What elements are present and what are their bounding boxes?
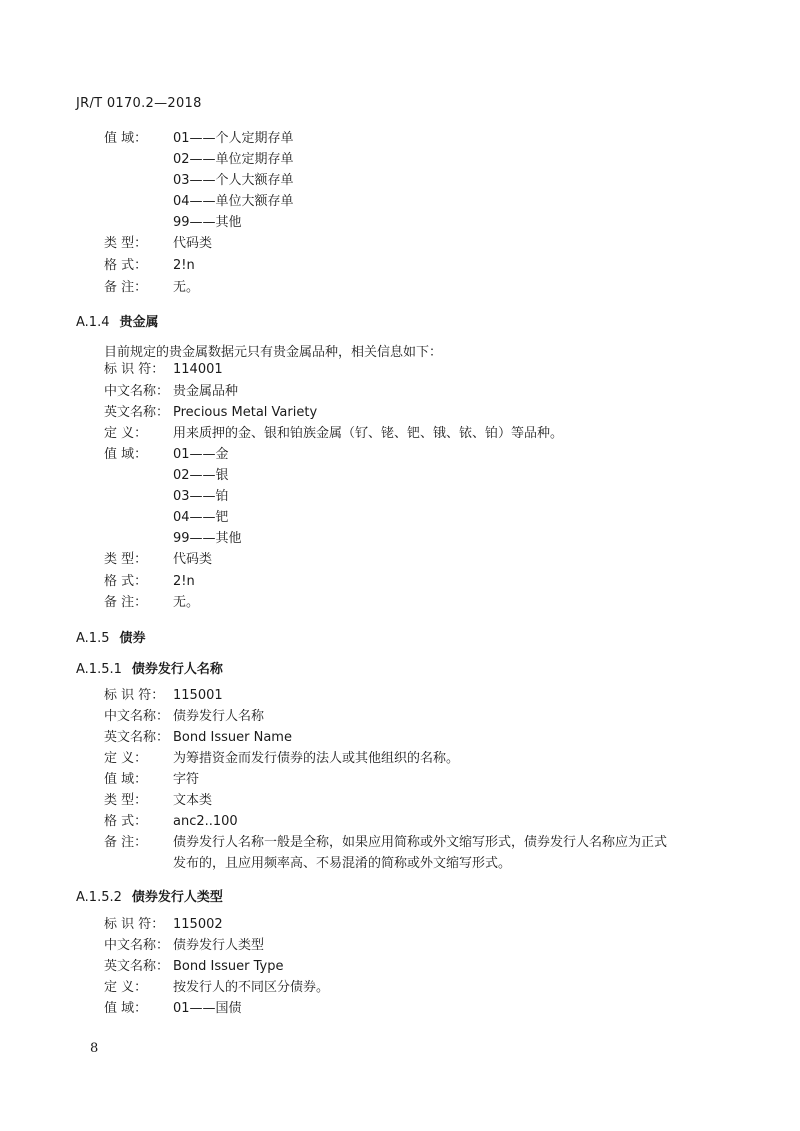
- value-domain-label: 值 域：: [104, 447, 148, 462]
- section-heading-a151: [76, 658, 223, 677]
- remark-label: 备 注：: [104, 280, 148, 295]
- value-item: 04——单位大额存单: [173, 194, 294, 209]
- format-value: 2!n: [173, 574, 195, 589]
- english-name-value: Precious Metal Variety: [173, 405, 318, 420]
- chinese-name-label: 中文名称：: [104, 938, 170, 953]
- section-heading-a14: [76, 311, 159, 330]
- format-label: 格 式：: [104, 574, 148, 589]
- value-domain-label: 值 域：: [104, 772, 148, 787]
- chinese-name-value: 贵金属品种: [173, 384, 239, 399]
- format-value: 2!n: [173, 258, 195, 273]
- section-heading-a15: [76, 627, 146, 646]
- value-item: 02——银: [173, 468, 229, 483]
- section-number: A.1.5: [76, 631, 110, 646]
- value-item: 03——铂: [173, 489, 229, 504]
- type-label: 类 型：: [104, 552, 148, 567]
- identifier-label: 标 识 符：: [104, 688, 165, 703]
- remark-label: 备 注：: [104, 595, 148, 610]
- chinese-name-label: 中文名称：: [104, 709, 170, 724]
- definition-label: 定 义：: [104, 426, 148, 441]
- value-item: 99——其他: [173, 215, 242, 230]
- remark-value: 无。: [173, 280, 200, 295]
- section-intro: 目前规定的贵金属数据元只有贵金属品种，相关信息如下：: [104, 345, 443, 360]
- section-title: 债券发行人类型: [131, 890, 223, 905]
- definition-label: 定 义：: [104, 980, 148, 995]
- value-item: 01——个人定期存单: [173, 131, 294, 146]
- remark-value: 无。: [173, 595, 200, 610]
- english-name-value: Bond Issuer Type: [173, 959, 284, 974]
- document-code-header: JR/T 0170.2—2018: [76, 96, 202, 111]
- remark-value: 债券发行人名称一般是全称，如果应用简称或外文缩写形式，债券发行人名称应为正式: [173, 835, 668, 850]
- value-domain-label: 值 域：: [104, 1001, 148, 1016]
- format-label: 格 式：: [104, 814, 148, 829]
- identifier-label: 标 识 符：: [104, 917, 165, 932]
- section-number: A.1.5.1: [76, 662, 122, 677]
- remark-value-continued: 发布的，且应用频率高、不易混淆的简称或外文缩写形式。: [173, 856, 512, 871]
- type-label: 类 型：: [104, 236, 148, 251]
- definition-value: 为筹措资金而发行债券的法人或其他组织的名称。: [173, 751, 460, 766]
- identifier-value: 114001: [173, 362, 223, 377]
- chinese-name-value: 债券发行人名称: [173, 709, 265, 724]
- english-name-label: 英文名称：: [104, 730, 170, 745]
- value-domain-value: 01——国债: [173, 1001, 242, 1016]
- section-heading-a152: [76, 886, 223, 905]
- value-item: 02——单位定期存单: [173, 152, 294, 167]
- value-item: 99——其他: [173, 531, 242, 546]
- chinese-name-label: 中文名称：: [104, 384, 170, 399]
- english-name-value: Bond Issuer Name: [173, 730, 292, 745]
- identifier-value: 115002: [173, 917, 223, 932]
- value-item: 03——个人大额存单: [173, 173, 294, 188]
- format-label: 格 式：: [104, 258, 148, 273]
- remark-label: 备 注：: [104, 835, 148, 850]
- identifier-label: 标 识 符：: [104, 362, 165, 377]
- value-item: 01——金: [173, 447, 229, 462]
- type-value: 代码类: [173, 552, 213, 567]
- type-label: 类 型：: [104, 793, 148, 808]
- format-value: anc2..100: [173, 814, 238, 829]
- chinese-name-value: 债券发行人类型: [173, 938, 265, 953]
- english-name-label: 英文名称：: [104, 959, 170, 974]
- section-number: A.1.4: [76, 315, 110, 330]
- section-title: 债券发行人名称: [131, 662, 223, 677]
- type-value: 文本类: [173, 793, 213, 808]
- value-item: 04——钯: [173, 510, 229, 525]
- section-title: 债券: [119, 631, 146, 646]
- type-value: 代码类: [173, 236, 213, 251]
- definition-value: 用来质押的金、银和铂族金属（钌、铑、钯、锇、铱、铂）等品种。: [173, 426, 564, 441]
- page-number: 8: [90, 1041, 99, 1056]
- section-number: A.1.5.2: [76, 890, 122, 905]
- value-domain-value: 字符: [173, 772, 200, 787]
- english-name-label: 英文名称：: [104, 405, 170, 420]
- identifier-value: 115001: [173, 688, 223, 703]
- definition-label: 定 义：: [104, 751, 148, 766]
- value-domain-label: 值 域：: [104, 131, 148, 146]
- section-title: 贵金属: [119, 315, 159, 330]
- definition-value: 按发行人的不同区分债券。: [173, 980, 330, 995]
